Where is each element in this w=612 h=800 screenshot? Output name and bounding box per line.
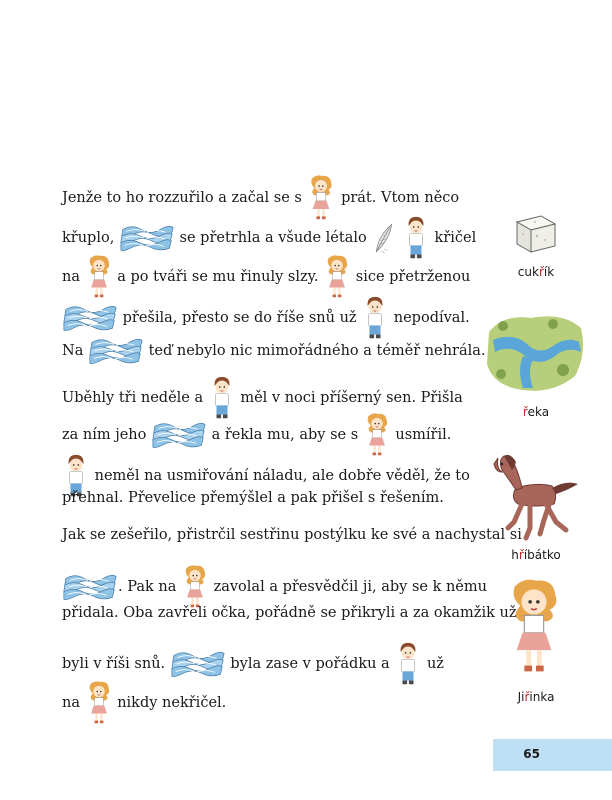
story-line-3: na a po tváři se mu řinuly slzy. sice přetrženou <box>62 255 470 299</box>
girl-icon <box>363 413 391 457</box>
story-line-14: na nikdy nekřičel. <box>62 681 226 725</box>
girl-icon <box>85 681 113 725</box>
story-line-1: Jenže to ho rozzuřilo a začal se s prát. Vtom něco <box>62 175 459 221</box>
blanket-icon <box>170 648 226 680</box>
story-line-9: přehnal. Převelice přemýšlel a pak přišel s řešením. <box>62 490 444 506</box>
story-line-12: přidala. Oba zavřeli očka, pořádně se přikryli a za okamžik už <box>62 605 517 621</box>
boy-icon <box>394 641 422 687</box>
girl-icon <box>323 255 351 299</box>
story-line-11: . Pak na zavolal a přesvědčil ji, aby se k němu <box>62 565 487 609</box>
river-icon <box>483 310 587 400</box>
legend-label-sugar: cukřík <box>517 265 555 279</box>
blanket-icon <box>151 419 207 451</box>
blanket-icon <box>88 335 144 367</box>
page-number: 65 <box>523 747 540 761</box>
story-line-10: Jak se zešeřilo, přistrčil sestřinu postýlku ke své a nachystal si <box>62 527 522 543</box>
foal-icon <box>486 448 586 546</box>
legend-label-river: řeka <box>522 405 550 419</box>
blanket-icon <box>119 222 175 254</box>
feather-icon <box>371 221 397 255</box>
story-line-6: Uběhly tři neděle a měl v noci příšerný sen. Přišla <box>62 375 463 421</box>
story-line-7: za ním jeho a řekla mu, aby se s usmířil. <box>62 413 451 457</box>
blanket-icon <box>62 302 118 334</box>
page-number-box <box>493 739 612 771</box>
legend-label-girl: Jiřinka <box>517 690 555 704</box>
story-line-4: přešila, přesto se do říše snů už nepodíval. <box>62 295 470 341</box>
blanket-icon <box>62 571 118 603</box>
story-line-8: neměl na usmiřování náladu, ale dobře věděl, že to <box>62 453 470 499</box>
sugar-cube-icon <box>511 210 559 260</box>
story-line-13: byli v říši snů. byla zase v pořádku a už <box>62 641 444 687</box>
story-line-5: Na teď nebylo nic mimořádného a téměř nehrála. <box>62 335 486 367</box>
girl-icon <box>85 255 113 299</box>
legend-label-foal: hříbátko <box>511 548 561 562</box>
girl-icon <box>505 572 563 686</box>
story-line-2: křuplo, se přetrhla a všude létalo křičel <box>62 215 476 261</box>
